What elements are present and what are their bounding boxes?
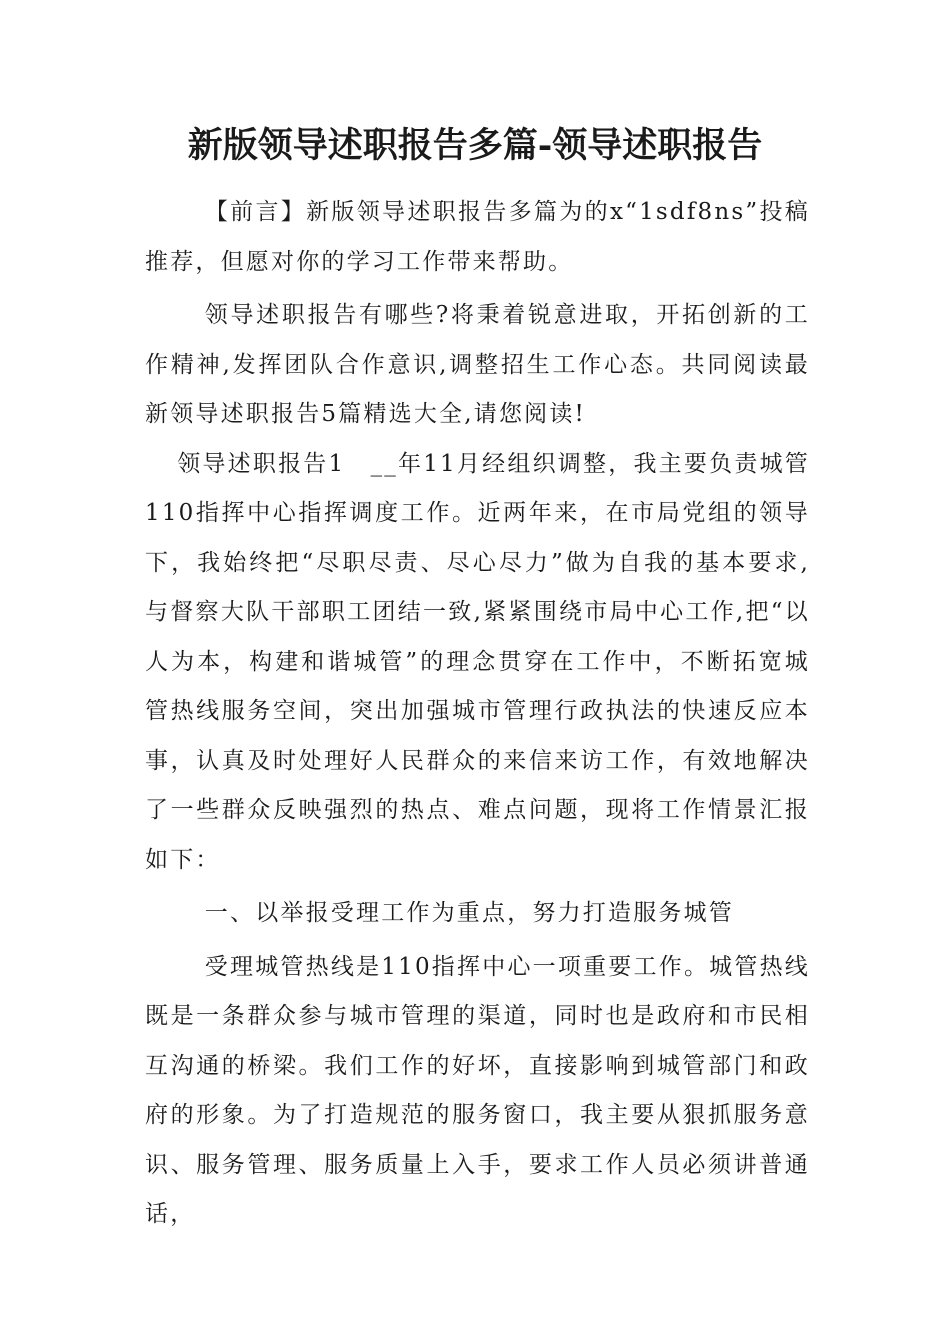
section-heading: 一、以举报受理工作为重点，努力打造服务城管 — [204, 900, 734, 926]
section-paragraph: 受理城管热线是110指挥中心一项重要工作。城管热线既是一条群众参与城市管理的渠道，同时也是政府和市民相互沟通的桥梁。我们工作的好坏，直接影响到城管部门和政府的形象。为了打造规范的服务窗口，我主要从狠抓服务意识、服务管理、服务质量上入手，要求工作人员必须讲普通话， — [145, 953, 810, 1227]
document-body — [145, 188, 810, 1240]
document-title: 新版领导述职报告多篇-领导述职报告 — [187, 125, 763, 166]
preface-paragraph: 【前言】新版领导述职报告多篇为的x“1sdf8ns”投稿推荐，但愿对你的学习工作带来帮助。 — [145, 199, 810, 275]
intro-paragraph: 领导述职报告有哪些?将秉着锐意进取，开拓创新的工作精神,发挥团队合作意识,调整招生工作心态。共同阅读最新领导述职报告5篇精选大全,请您阅读! — [145, 302, 810, 427]
report-paragraph: 领导述职报告1 __年11月经组织调整，我主要负责城管110指挥中心指挥调度工作。近两年来，在市局党组的领导下，我始终把“尽职尽责、尽心尽力”做为自我的基本要求,与督察大队干部职工团结一致,紧紧围绕市局中心工作,把“以人为本，构建和谐城管”的理念贯穿在工作中，不断拓宽城管热线服务空间，突出加强城市管理行政执法的快速反应本事，认真及时处理好人民群众的来信来访工作，有效地解决了一些群众反映强烈的热点、难点问题，现将工作情景汇报如下： — [145, 450, 810, 873]
